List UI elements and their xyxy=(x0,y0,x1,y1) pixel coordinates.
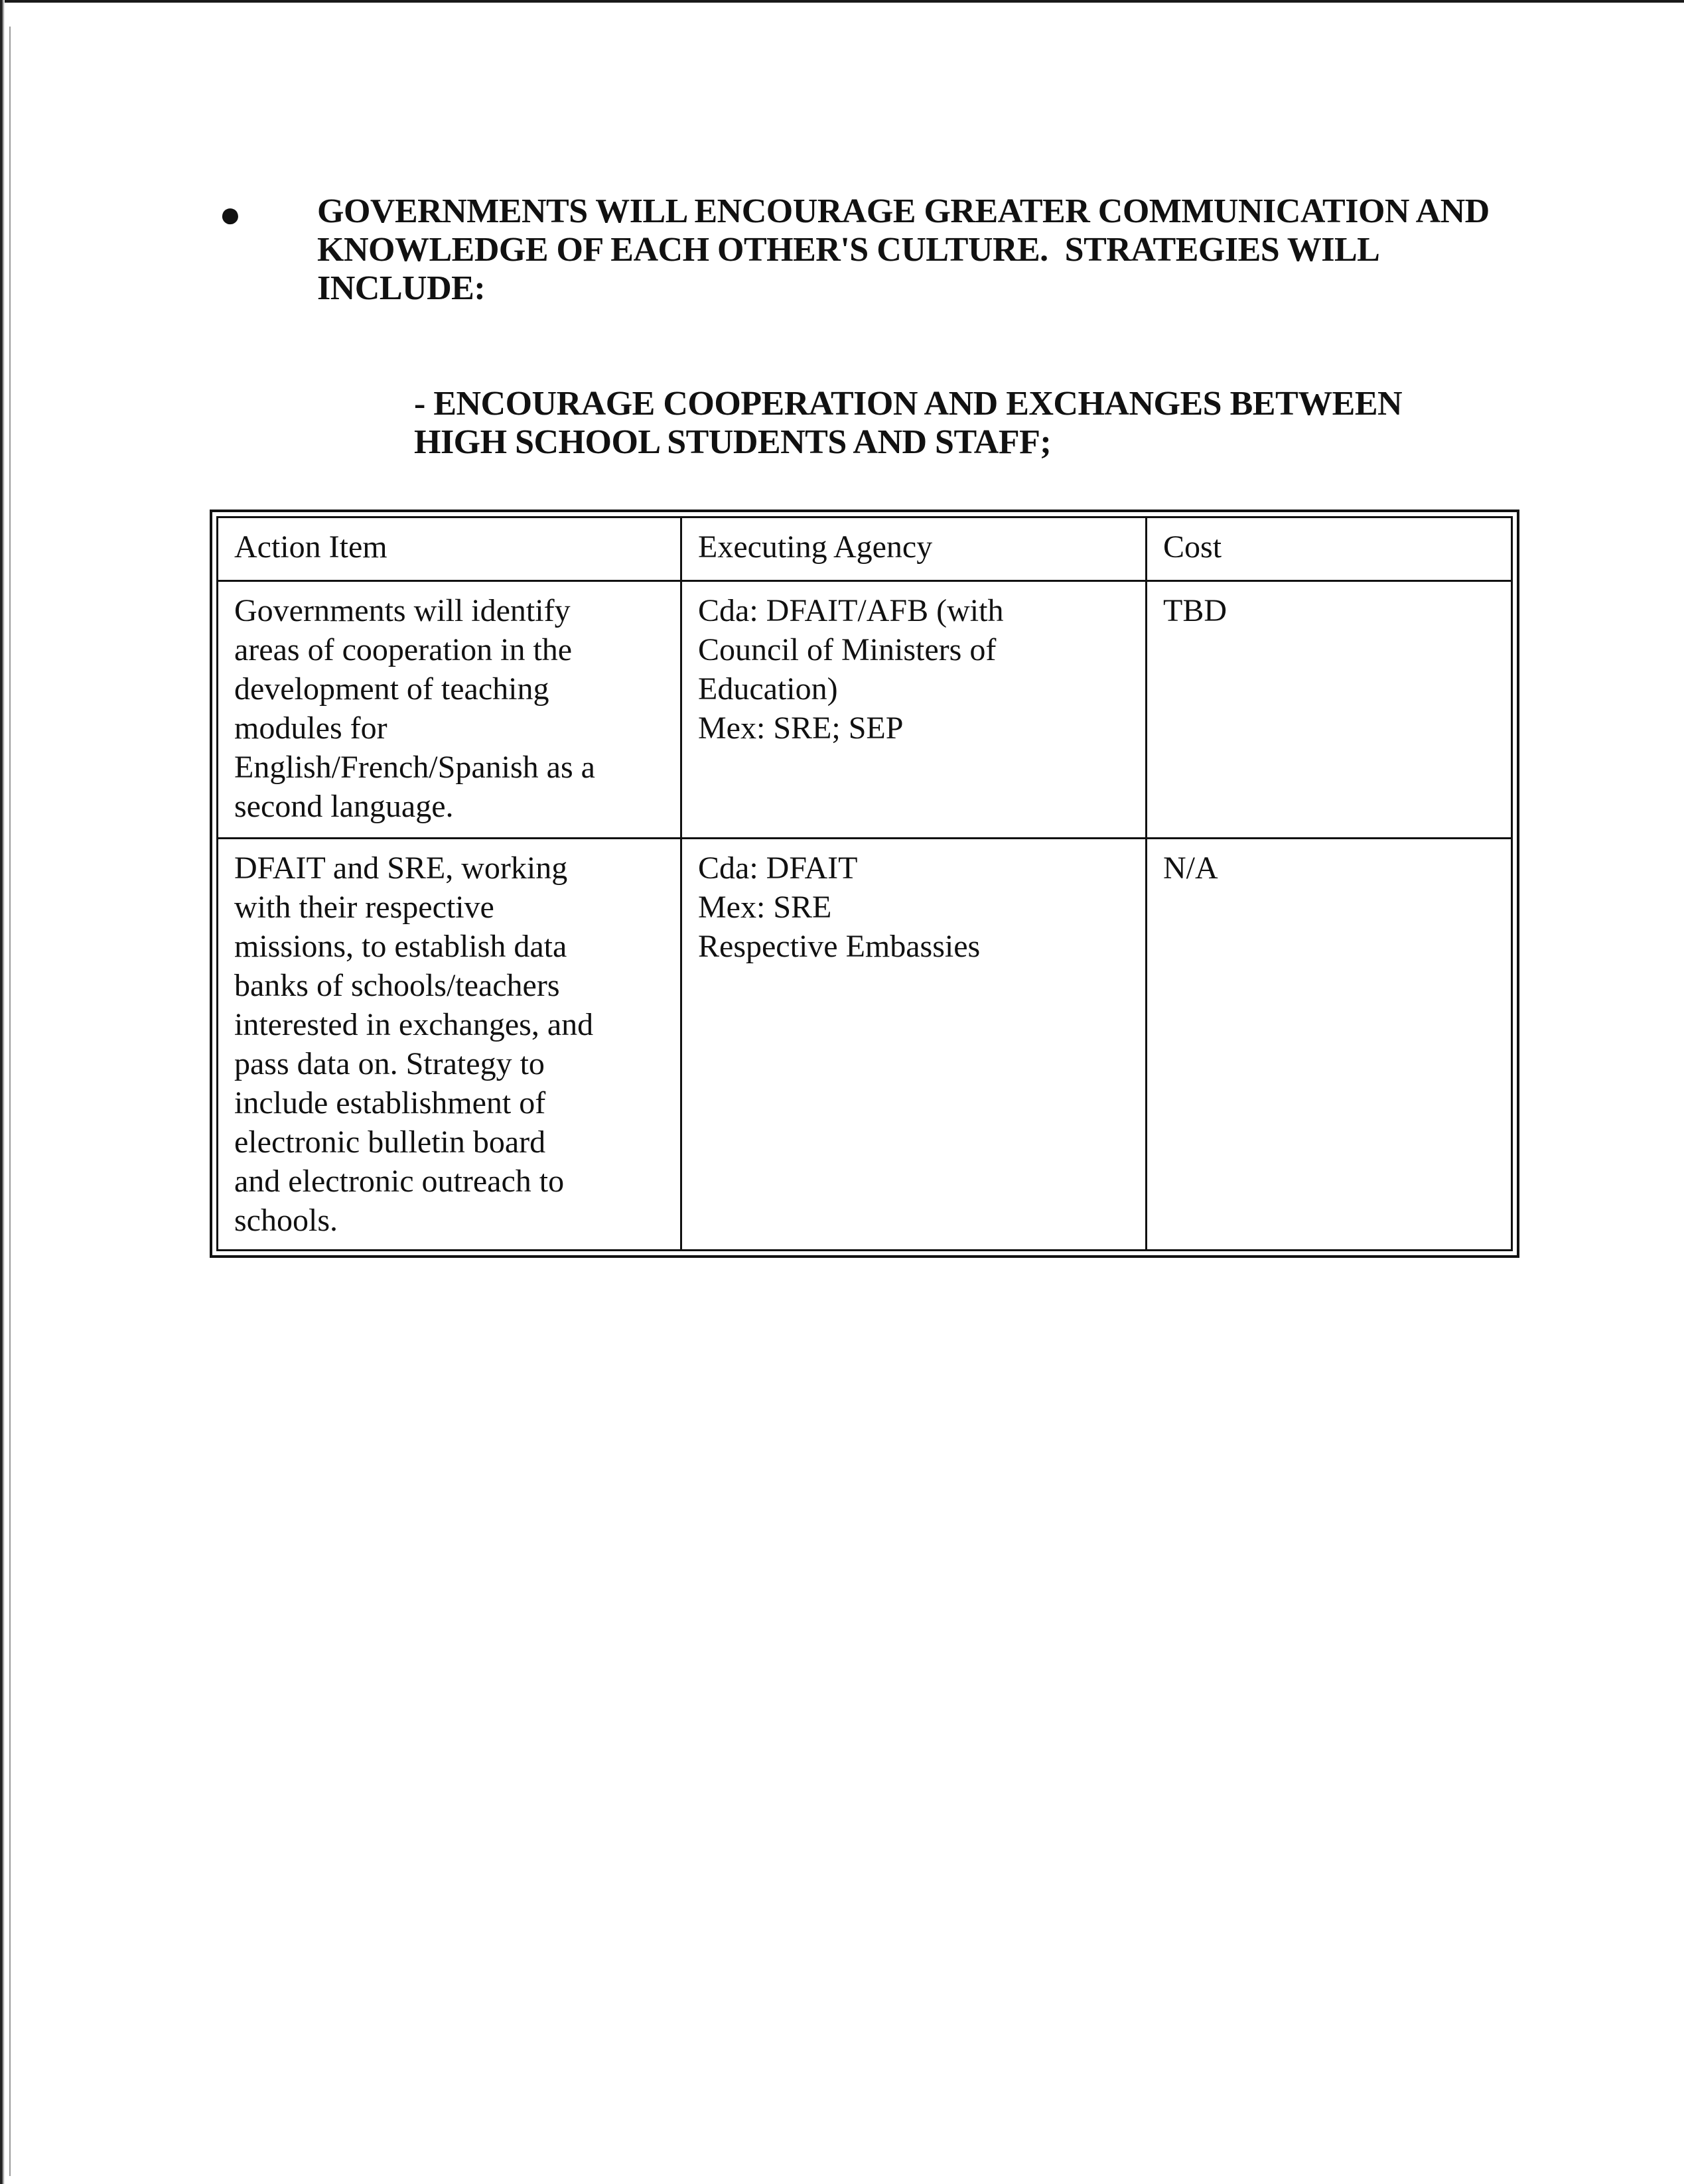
scan-edge-top xyxy=(0,0,1684,3)
cell-line: development of teaching xyxy=(234,671,549,707)
cell-line: areas of cooperation in the xyxy=(234,632,573,667)
cell-line: missions, to establish data xyxy=(234,929,567,964)
cell-line: Governments will identify xyxy=(234,593,571,628)
cell-line: with their respective xyxy=(234,890,494,925)
sub-item-line: HIGH SCHOOL STUDENTS AND STAFF; xyxy=(414,423,1052,461)
cell-line: Mex: SRE xyxy=(698,890,832,925)
action-table xyxy=(216,516,1513,1251)
cell-line: Respective Embassies xyxy=(698,929,981,964)
action-table-frame xyxy=(210,510,1519,1258)
cell-line: Education) xyxy=(698,671,838,707)
cell-line: modules for xyxy=(234,711,387,746)
bullet-line: INCLUDE: xyxy=(317,269,486,307)
bullet-dot-icon: ● xyxy=(219,194,242,236)
cell-cost: TBD xyxy=(1147,581,1512,839)
cell-action-item xyxy=(218,839,681,1251)
cell-line: pass data on. Strategy to xyxy=(234,1046,545,1081)
cell-executing-agency xyxy=(681,581,1147,839)
header-executing-agency: Executing Agency xyxy=(681,517,1147,581)
cell-line: second language. xyxy=(234,789,454,824)
cell-line: schools. xyxy=(234,1203,338,1238)
scan-edge-line xyxy=(9,27,11,2176)
cell-line: and electronic outreach to xyxy=(234,1164,565,1199)
cell-executing-agency xyxy=(681,839,1147,1251)
cell-line: Cda: DFAIT/AFB (with xyxy=(698,593,1004,628)
cell-line: Council of Ministers of xyxy=(698,632,997,667)
cell-line: English/French/Spanish as a xyxy=(234,750,595,785)
bullet-line: GOVERNMENTS WILL ENCOURAGE GREATER COMMUNICATION AND xyxy=(317,192,1490,230)
cell-line: Cda: DFAIT xyxy=(698,851,858,886)
cell-line: interested in exchanges, and xyxy=(234,1007,594,1042)
bullet-text xyxy=(317,192,1578,308)
header-cost: Cost xyxy=(1147,517,1512,581)
cell-line: Mex: SRE; SEP xyxy=(698,711,904,746)
sub-item-line: - ENCOURAGE COOPERATION AND EXCHANGES BETWEEN xyxy=(414,385,1403,423)
cell-action-item xyxy=(218,581,681,839)
table-row xyxy=(218,581,1512,839)
cell-cost: N/A xyxy=(1147,839,1512,1251)
cell-line: DFAIT and SRE, working xyxy=(234,851,568,886)
bullet-line: KNOWLEDGE OF EACH OTHER'S CULTURE. STRATEGIES WILL xyxy=(317,231,1380,269)
table-row xyxy=(218,839,1512,1251)
header-action-item: Action Item xyxy=(218,517,681,581)
table-header-row xyxy=(218,517,1512,581)
cell-line: include establishment of xyxy=(234,1085,546,1121)
cell-line: electronic bulletin board xyxy=(234,1125,546,1160)
cell-line: banks of schools/teachers xyxy=(234,968,560,1003)
scan-edge-left xyxy=(0,0,5,2184)
sub-item-heading xyxy=(414,385,1476,462)
